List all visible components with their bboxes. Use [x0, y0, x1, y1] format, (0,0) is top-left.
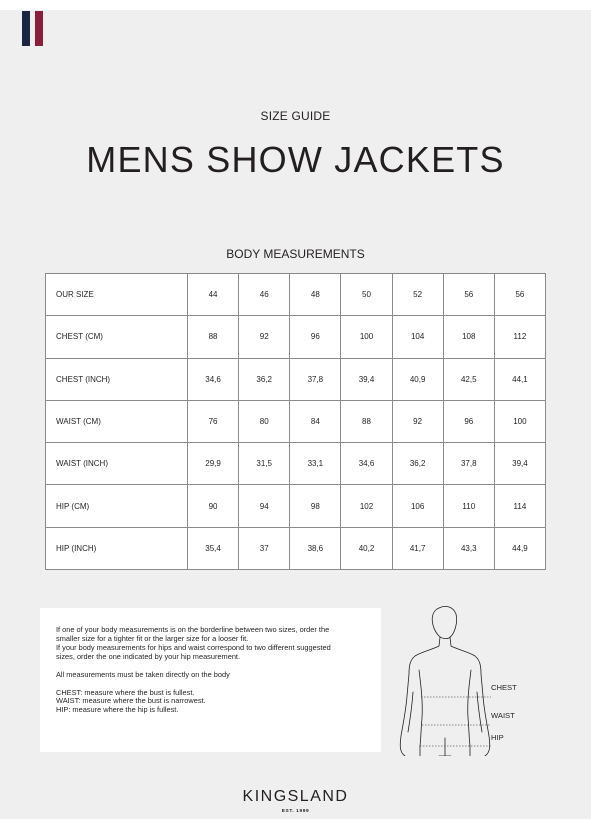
table-row [46, 358, 546, 400]
chest-label: CHEST [491, 683, 517, 692]
body-silhouette-icon [395, 606, 535, 756]
row-label: WAIST (CM) [46, 400, 188, 442]
table-cell: 88 [341, 400, 392, 442]
table-cell: 94 [239, 485, 290, 527]
table-cell: 36,2 [239, 358, 290, 400]
table-cell: 48 [290, 274, 341, 316]
table-row [46, 527, 546, 569]
table-cell: 44 [188, 274, 239, 316]
table-cell: 37 [239, 527, 290, 569]
table-cell: 41,7 [392, 527, 443, 569]
table-cell: 114 [494, 485, 545, 527]
waist-label: WAIST [491, 711, 515, 720]
table-cell: 100 [341, 316, 392, 358]
note-line: WAIST: measure where the bust is narrowest. [56, 696, 206, 706]
table-cell: 42,5 [443, 358, 494, 400]
table-cell: 88 [188, 316, 239, 358]
table-cell: 40,2 [341, 527, 392, 569]
table-cell: 110 [443, 485, 494, 527]
table-cell: 90 [188, 485, 239, 527]
row-label: OUR SIZE [46, 274, 188, 316]
row-label: WAIST (INCH) [46, 443, 188, 485]
table-cell: 76 [188, 400, 239, 442]
row-label: HIP (CM) [46, 485, 188, 527]
note-line: sizes, order the one indicated by your hip measurement. [56, 651, 241, 661]
table-cell: 96 [443, 400, 494, 442]
table-cell: 40,9 [392, 358, 443, 400]
table-cell: 36,2 [392, 443, 443, 485]
table-cell: 50 [341, 274, 392, 316]
row-label: CHEST (CM) [46, 316, 188, 358]
table-cell: 37,8 [443, 443, 494, 485]
table-cell: 56 [443, 274, 494, 316]
size-table [45, 273, 546, 570]
table-cell: 56 [494, 274, 545, 316]
note-line: CHEST: measure where the bust is fullest. [56, 687, 195, 697]
table-cell: 92 [239, 316, 290, 358]
table-cell: 112 [494, 316, 545, 358]
page-title: MENS SHOW JACKETS [86, 139, 505, 180]
table-cell: 98 [290, 485, 341, 527]
table-cell: 39,4 [341, 358, 392, 400]
table-row [46, 274, 546, 316]
table-cell: 106 [392, 485, 443, 527]
hip-label: HIP [491, 733, 504, 742]
note-line: If one of your body measurements is on the borderline between two sizes, order the [56, 625, 330, 634]
table-cell: 80 [239, 400, 290, 442]
table-cell: 108 [443, 316, 494, 358]
brand-logo: KINGSLAND [242, 788, 349, 805]
row-label: HIP (INCH) [46, 527, 188, 569]
note-line: All measurements must be taken directly on the body [56, 669, 230, 679]
note-line: If your body measurements for hips and waist correspond to two different suggested [56, 642, 331, 652]
table-cell: 34,6 [188, 358, 239, 400]
note-line: HIP: measure where the hip is fullest. [56, 705, 179, 715]
table-cell: 96 [290, 316, 341, 358]
table-cell: 44,9 [494, 527, 545, 569]
table-cell: 33,1 [290, 443, 341, 485]
table-row [46, 443, 546, 485]
page-subtitle: SIZE GUIDE [260, 109, 331, 123]
table-row [46, 316, 546, 358]
brand-flag-icon [22, 11, 43, 46]
size-guide-page [0, 10, 591, 819]
note-line: smaller size for a tighter fit or the larger size for a looser fit. [56, 633, 249, 643]
table-cell: 104 [392, 316, 443, 358]
table-cell: 44,1 [494, 358, 545, 400]
flag-stripe-navy [22, 11, 30, 46]
table-cell: 35,4 [188, 527, 239, 569]
measurement-notes [40, 608, 381, 752]
table-cell: 29,9 [188, 443, 239, 485]
table-cell: 92 [392, 400, 443, 442]
table-heading: BODY MEASUREMENTS [226, 247, 365, 261]
flag-stripe-red [35, 11, 43, 46]
table-cell: 43,3 [443, 527, 494, 569]
row-label: CHEST (INCH) [46, 358, 188, 400]
table-row [46, 485, 546, 527]
table-row [46, 400, 546, 442]
table-cell: 37,8 [290, 358, 341, 400]
table-cell: 38,6 [290, 527, 341, 569]
brand-established: EST. 1999 [281, 809, 310, 814]
table-cell: 34,6 [341, 443, 392, 485]
table-cell: 102 [341, 485, 392, 527]
table-cell: 46 [239, 274, 290, 316]
table-cell: 100 [494, 400, 545, 442]
table-cell: 52 [392, 274, 443, 316]
table-cell: 31,5 [239, 443, 290, 485]
table-cell: 84 [290, 400, 341, 442]
table-cell: 39,4 [494, 443, 545, 485]
